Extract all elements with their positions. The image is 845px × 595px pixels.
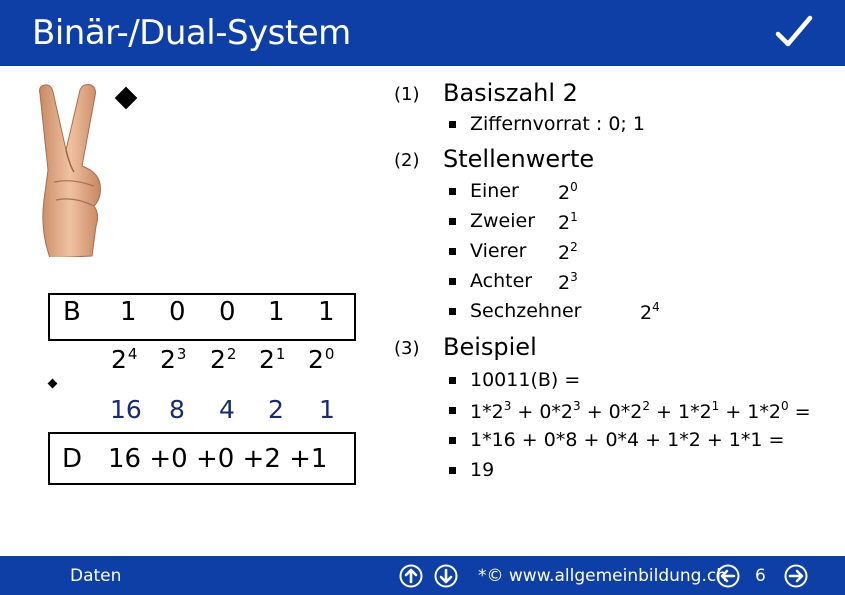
square-bullet-icon xyxy=(449,248,456,255)
example-line: 19 xyxy=(470,459,495,481)
power-label: $2^4$ xyxy=(111,345,138,374)
power-value: $2^4$ xyxy=(640,300,660,324)
square-bullet-icon xyxy=(449,377,456,384)
square-bullet-icon xyxy=(449,467,456,474)
power-label: $2^1$ xyxy=(259,345,286,374)
power-label: $2^2$ xyxy=(210,345,237,374)
daten-link[interactable]: Daten xyxy=(70,566,122,586)
diamond-bullet-icon xyxy=(48,379,58,389)
section-heading: Beispiel xyxy=(443,333,537,361)
binary-box xyxy=(48,293,356,341)
bullet-text: Einer xyxy=(470,180,519,202)
square-bullet-icon xyxy=(449,308,456,315)
binary-label: B xyxy=(63,297,81,327)
place-value: 4 xyxy=(219,395,235,424)
section-marker: (2) xyxy=(394,150,420,171)
arrow-right-icon[interactable] xyxy=(784,564,808,588)
square-bullet-icon xyxy=(449,278,456,285)
decimal-sum: 16 +0 +0 +2 +1 xyxy=(108,444,328,474)
title-bar xyxy=(0,0,845,66)
footer-bar xyxy=(0,556,845,595)
page-number: 6 xyxy=(755,566,766,586)
square-bullet-icon xyxy=(449,188,456,195)
bullet-text: Achter xyxy=(470,270,533,292)
binary-digit: 1 xyxy=(318,297,335,327)
bullet-text: Ziffernvorrat : 0; 1 xyxy=(470,113,645,135)
arrow-down-icon[interactable] xyxy=(434,564,458,588)
section-heading: Stellenwerte xyxy=(443,145,595,173)
power-value: $2^0$ xyxy=(558,180,578,204)
place-value: 8 xyxy=(169,395,185,424)
place-value: 16 xyxy=(110,395,142,424)
power-label: $2^3$ xyxy=(160,345,187,374)
copyright-link[interactable]: *© www.allgemeinbildung.ch xyxy=(478,566,727,586)
square-bullet-icon xyxy=(449,121,456,128)
bullet-text: Zweier xyxy=(470,210,536,232)
section-heading: Basiszahl 2 xyxy=(443,79,578,107)
power-value: $2^2$ xyxy=(558,240,578,264)
bullet-text: Sechzehner xyxy=(470,300,582,322)
two-fingers-hand-image xyxy=(36,80,126,270)
power-value: $2^1$ xyxy=(558,210,578,234)
place-value: 2 xyxy=(268,395,284,424)
place-value: 1 xyxy=(319,395,335,424)
binary-digit: 1 xyxy=(268,297,285,327)
power-value: $2^3$ xyxy=(558,270,578,294)
arrow-left-icon[interactable] xyxy=(716,564,740,588)
binary-digit: 0 xyxy=(219,297,236,327)
bullet-text: Vierer xyxy=(470,240,527,262)
page-title: Binär-/Dual-System xyxy=(32,13,351,53)
binary-digit: 0 xyxy=(169,297,186,327)
example-line: $1*2^3 + 0*2^3 + 0*2^2 + 1*2^1 + 1*2^0$ = xyxy=(470,399,811,423)
decimal-label: D xyxy=(62,444,83,474)
square-bullet-icon xyxy=(449,218,456,225)
arrow-up-icon[interactable] xyxy=(399,564,423,588)
checkmark-icon[interactable] xyxy=(772,10,816,54)
square-bullet-icon xyxy=(449,437,456,444)
section-marker: (1) xyxy=(394,84,420,105)
power-label: $2^0$ xyxy=(308,345,335,374)
binary-digit: 1 xyxy=(120,297,137,327)
section-marker: (3) xyxy=(394,338,420,359)
example-line: 1*16 + 0*8 + 0*4 + 1*2 + 1*1 = xyxy=(470,429,785,451)
square-bullet-icon xyxy=(449,407,456,414)
example-line: 10011(B) = xyxy=(470,369,581,391)
